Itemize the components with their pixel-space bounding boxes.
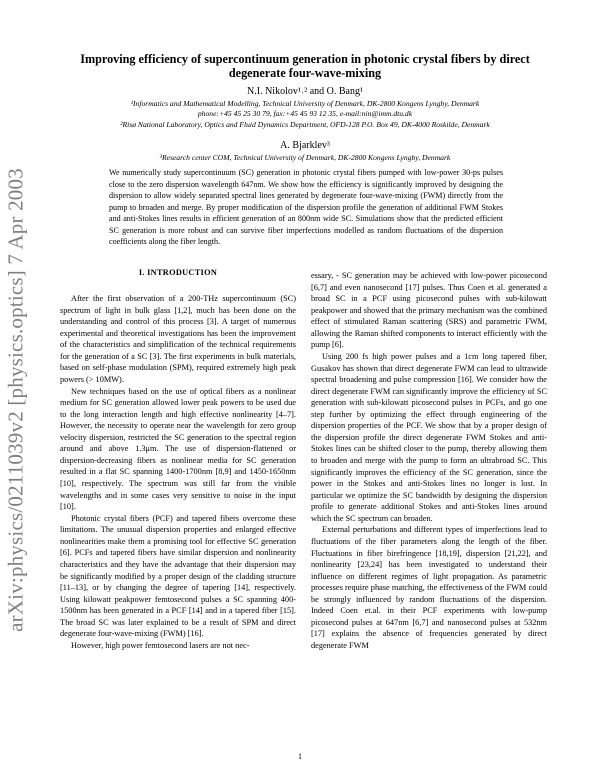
section-heading-introduction: I. INTRODUCTION <box>138 268 218 277</box>
paragraph: Photonic crystal fibers (PCF) and tapered fibers overcome these limitations. The unusual dispersion properties and enlarged effective nonlinearities make them a promising tool for effective SC generation [6]. PCFs and tapered fibers have similar dispersion and nonlinearity characteristics and they have the advantage that their dispersion may be significantly modified by a proper design of the cladding structure [11–13], or by changing the degree of tapering [14], respectively. Using kilowatt peakpower femtosecond pulses a SC spanning 400-1500nm has been generated in a PCF [14] and in a tapered fiber [15]. The broad SC was later explained to be a result of SPM and direct degenerate four-wave-mixing (FWM) [16]. <box>60 513 296 639</box>
paragraph: essary, - SC generation may be achieved with low-power picosecond [6,7] and even nanosecond [17] pulses. Thus Coen et al. generated a broad SC in a PCF using picosecond pulses with sub-kilowatt peakpower and showed that the primary mechanism was the combined effect of stimulated Raman scattering (SRS) and parametric FWM, allowing the Raman shifted components to interact efficiently with the pump [6]. <box>311 271 547 350</box>
paragraph: After the first observation of a 200-THz supercontinuum (SC) spectrum of light in bulk glass [1,2], much has been done on the understanding and control of this process [3]. A target of numerous experimental and theoretical investigations has been the improvement of the characteristics and simplification of the technical requirements for the generation of a SC [3]. The first experiments in bulk materials, based on self-phase modulation (SPM), required extremely high peak powers (> 10MW). <box>60 294 296 384</box>
left-column <box>60 293 296 651</box>
arxiv-side-stamp <box>1 168 31 632</box>
author-list: N.I. Nikolov¹˒² and O. Bang¹ <box>247 86 363 97</box>
paper-title: Improving efficiency of supercontinuum generation in photonic crystal fibers by direct degenerate four-wave-mixing <box>80 52 530 80</box>
arxiv-identifier: arXiv:physics/0211039v2 [physics.optics] 7 Apr 2003 <box>3 168 28 632</box>
paragraph: Using 200 fs high power pulses and a 1cm long tapered fiber, Gusakov has shown that direct degenerate FWM can lead to ultrawide spectral broadening and pulse compression [16]. We consider how the direct degenerate FWM can significantly improve the efficiency of SC generation with sub-kilowatt picosecond pulses in PCFs, and go one step further by optimizing the effect through engineering of the dispersion properties of the PCF. We show that by a proper design of the dispersion profile the direct degenerate FWM Stokes and anti-Stokes lines can be shifted closer to the pump, thereby allowing them to broaden and merge with the pump to form an ultrabroad SC. This significantly improves the efficiency of the SC generation, since the power in the Stokes and anti-Stokes lines no longer is lost. In particular we optimize the SC bandwidth by designing the dispersion profile to generate additional Stokes and anti-Stokes lines around which the SC spectrum can broaden. <box>311 351 547 523</box>
affiliation-3: ³Research center COM, Technical University of Denmark, DK-2800 Kongens Lyngby, Denmark <box>159 153 451 162</box>
author-bjarklev: A. Bjarklev³ <box>280 140 330 151</box>
affiliation-2: ²Risø National Laboratory, Optics and Fluid Dynamics Department, OFD-128 P.O. Box 49, DK-4000 Roskilde, Denmark <box>120 120 490 129</box>
abstract: We numerically study supercontinuum (SC) generation in photonic crystal fibers pumped with low-power 30-ps pulses close to the zero dispersion wavelength 647nm. We show how the efficiency is significantly improved by designing the dispersion to allow widely separated spectral lines generated by degenerate four-wave-mixing (FWM) directly from the pump to broaden and merge. By proper modification of the dispersion profile the generation of additional FWM Stokes and anti-Stokes lines results in efficient generation of an 800nm wide SC. Simulations show that the predicted efficient SC generation is more robust and can survive fiber imperfections modelled as random fluctuations of the dispersion coefficients along the fiber length. <box>109 168 503 246</box>
paragraph: New techniques based on the use of optical fibers as a nonlinear medium for SC generation allowed lower peak powers to be used due to the long interaction length and high effective nonlinearity [4–7]. However, the necessity to operate near the wavelength for zero group velocity dispersion, restricted the SC generation to the spectral region around and above 1.3μm. The use of dispersion-flattened or dispersion-decreasing fibers as nonlinear media for SC generation resulted in a flat SC spanning 1400-1700nm [8,9] and 1450-1650nm [10], respectively. The spectrum was still far from the visible wavelengths and in some cases very sensitive to noise in the input [10]. <box>60 386 296 512</box>
paragraph: External perturbations and different types of imperfections lead to fluctuations of the fiber parameters along the length of the fiber. Fluctuations in fiber birefringence [18,19], dispersion [21,22], and nonlinearity [23,24] has been investigated to understand their influence on different regimes of light propagation. As parametric processes require phase matching, the effectiveness of the FWM could be strongly influenced by random fluctuations of the dispersion. Indeed Coen et.al. in their PCF experiments with low-pump picosecond pulses at 647nm [6,7] and nanosecond pulses at 532nm [17] explains the absence of frequencies generated by direct degenerate FWM <box>311 525 547 650</box>
right-column <box>311 270 547 652</box>
affiliation-1: ¹Informatics and Mathematical Modelling, Technical University of Denmark, DK-2800 Kongens Lyngby, Denmark <box>130 99 480 108</box>
paragraph: However, high power femtosecond lasers are not nec- <box>71 640 250 650</box>
page-number: 1 <box>298 752 302 761</box>
contact-line: phone:+45 45 25 30 79, fax:+45 45 93 12 35, e-mail:nin@imm.dtu.dk <box>197 109 413 118</box>
